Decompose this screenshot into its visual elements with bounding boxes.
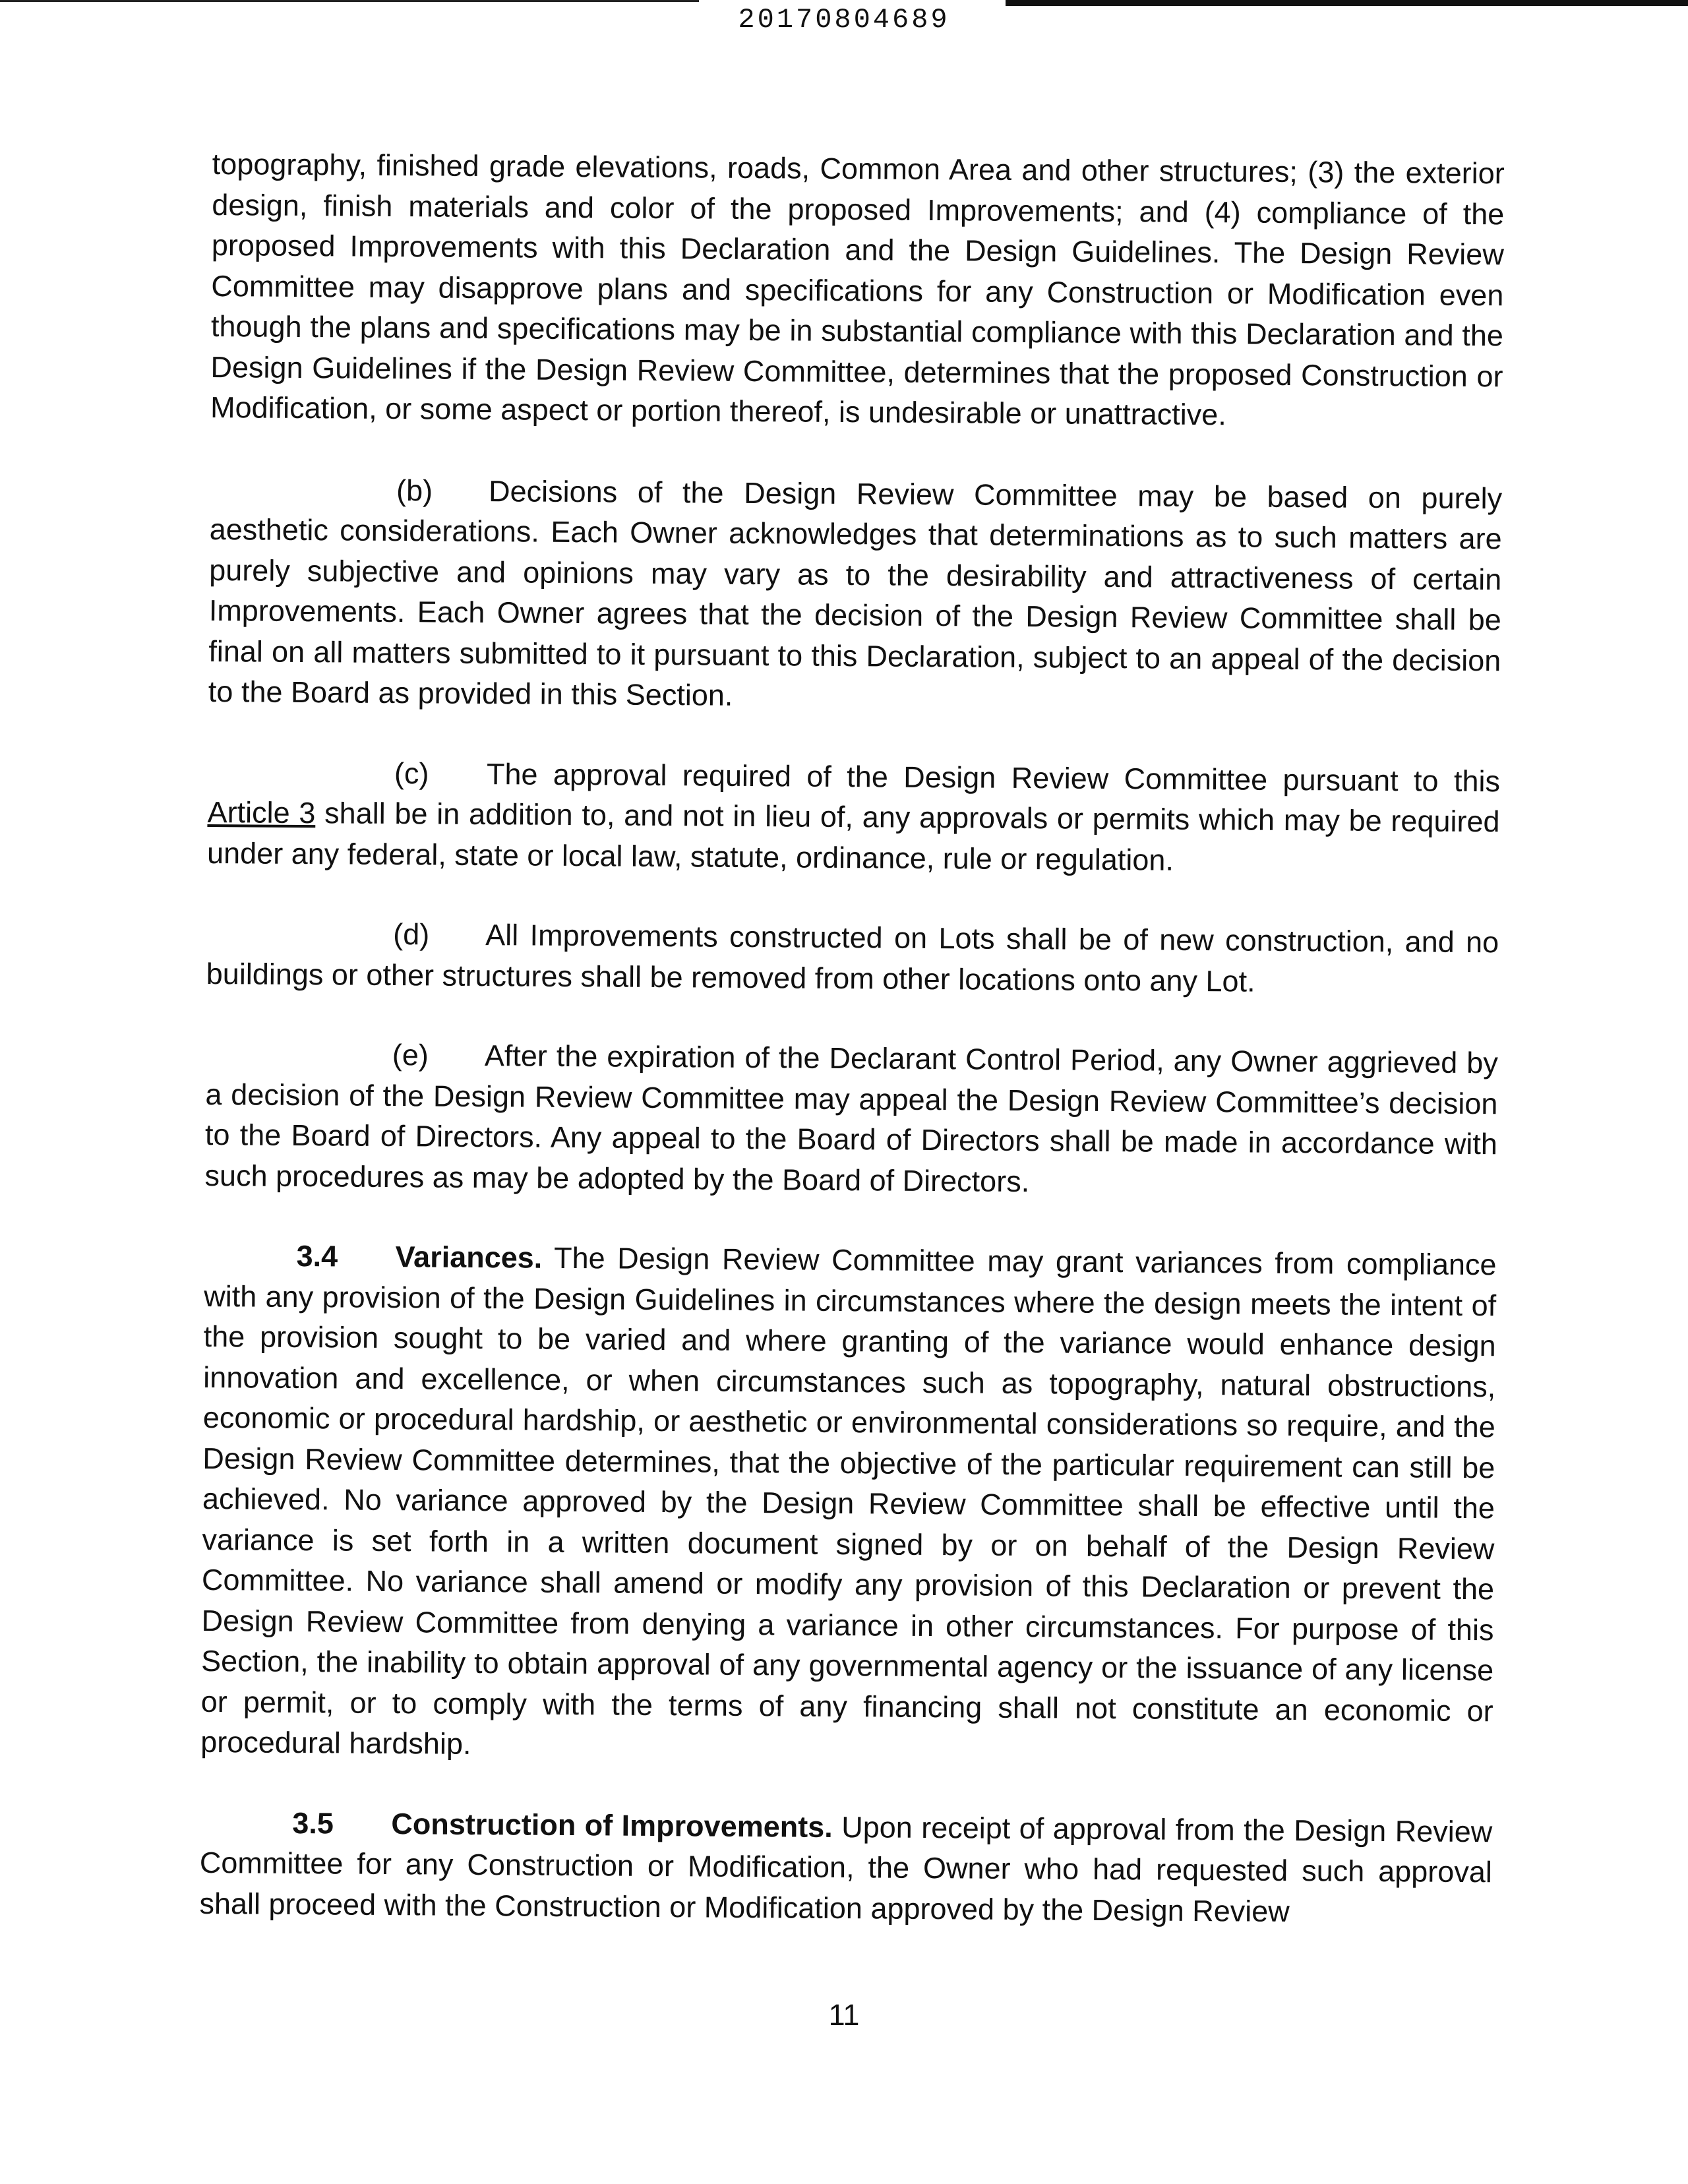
scan-border-left-segment: [0, 0, 699, 2]
subparagraph-e-text: After the expiration of the Declarant Control Period, any Owner aggrieved by a decision of the Design Review Committee may appeal the Design Review Committee’s decision to the Board of Directors. Any appeal to the Board of Directors shall be made in accordance with such procedures as may be adopted by the Board of Directors.: [204, 1039, 1499, 1198]
article-3-reference: Article 3: [207, 795, 316, 830]
subparagraph-c-text-before-link: The approval required of the Design Review Committee pursuant to this: [486, 756, 1501, 798]
subparagraph-c-label: (c): [394, 756, 429, 790]
section-3-5: [199, 1802, 1492, 1933]
subparagraph-b-label: (b): [396, 473, 433, 507]
subparagraph-e: [204, 1033, 1498, 1205]
section-3-5-number: 3.5: [292, 1805, 334, 1840]
section-3-4: [200, 1235, 1497, 1772]
subparagraph-d: [206, 913, 1499, 1003]
subparagraph-b-text: Decisions of the Design Review Committee may be based on purely aesthetic considerations. Each Owner acknowledges that determinations as to such matters are purely subjective and opinions may vary as to the desirability and attractiveness of certain Improvements. Each Owner agrees that the decision of the Design Review Committee shall be final on all matters submitted to it pursuant to this Declaration, subject to an appeal of the decision to the Board as provided in this Section.: [208, 473, 1503, 712]
section-3-5-title: Construction of Improvements.: [391, 1806, 833, 1844]
subparagraph-c: [207, 751, 1500, 882]
section-3-4-text: The Design Review Committee may grant variances from compliance with any provision of the Design Guidelines in circumstances where the design meets the intent of the provision sought to be varied and where granting of the variance would enhance design innovation and excellence, or when circumstances such as topography, natural obstructions, economic or procedural hardship, or aesthetic or environmental considerations so require, and the Design Review Committee determines, that the objective of the particular requirement can still be achieved. No variance approved by the Design Review Committee shall be effective until the variance is set forth in a written document signed by or on behalf of the Design Review Committee. No variance shall amend or modify any provision of this Declaration or prevent the Design Review Committee from denying a variance in other circumstances. For purpose of this Section, the inability to obtain approval of any governmental agency or the issuance of any license or permit, or to comply with the terms of any financing shall not constitute an economic or procedural hardship.: [200, 1240, 1497, 1761]
section-3-4-title: Variances.: [395, 1240, 543, 1275]
section-3-5-text: Upon receipt of approval from the Design Review Committee for any Construction or Modification, the Owner who had requested such approval shall proceed with the Construction or Modification approved by the Design Review: [199, 1809, 1493, 1928]
section-3-4-number: 3.4: [296, 1238, 338, 1273]
page-number: 11: [828, 1998, 860, 2032]
document-number: 20170804689: [738, 4, 950, 36]
page-body: [199, 144, 1505, 1972]
paragraph-intro: topography, finished grade elevations, roads, Common Area and other structures; (3) the exterior design, finish materials and color of the proposed Improvements; and (4) compliance of the proposed Improvements with this Declaration and the Design Guidelines. The Design Review Committee may disapprove plans and specifications for any Construction or Modification even though the plans and specifications may be in substantial compliance with this Declaration and the Design Guidelines if the Design Review Committee, determines that the proposed Construction or Modification, or some aspect or portion thereof, is undesirable or unattractive.: [210, 146, 1505, 432]
subparagraph-e-label: (e): [392, 1038, 429, 1072]
subparagraph-d-label: (d): [393, 917, 430, 952]
subparagraph-c-text-after-link: shall be in addition to, and not in lieu of, any approvals or permits which may be required under any federal, state or local law, statute, ordinance, rule or regulation.: [206, 796, 1500, 877]
subparagraph-b: [208, 468, 1503, 721]
subparagraph-d-text: All Improvements constructed on Lots shall be of new construction, and no buildings or other structures shall be removed from other locations onto any Lot.: [206, 918, 1499, 998]
